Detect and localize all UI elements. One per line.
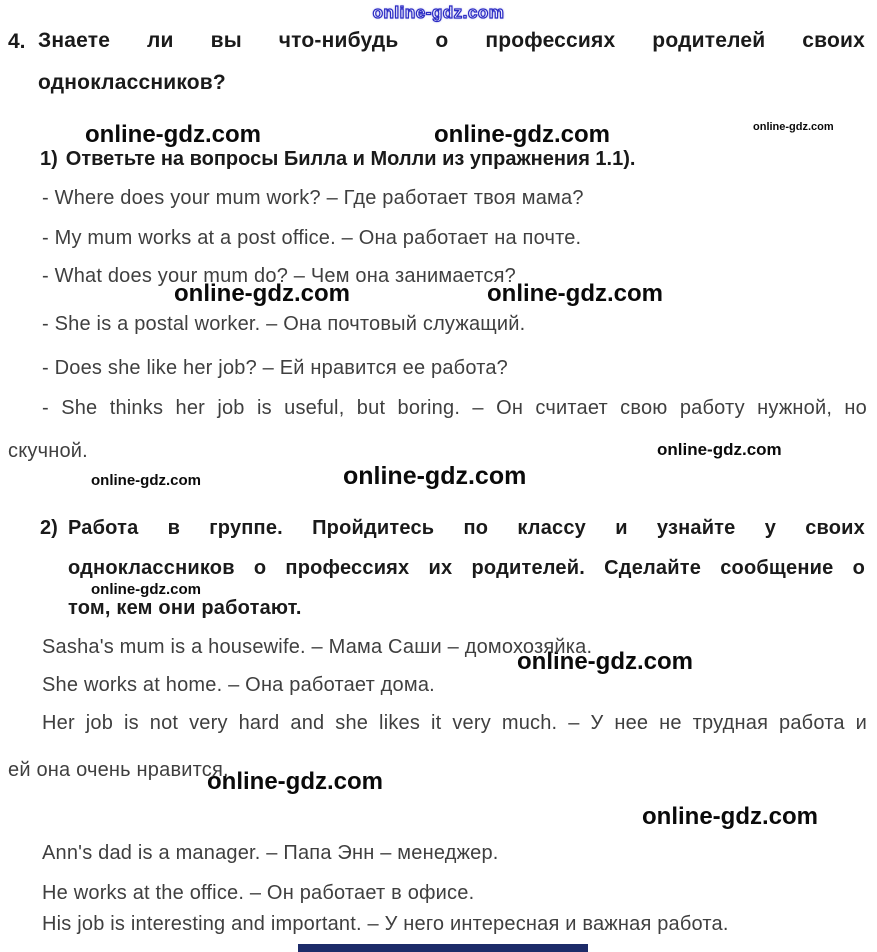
watermark: online-gdz.com bbox=[517, 648, 693, 675]
watermark: online-gdz.com bbox=[91, 472, 201, 489]
answer-line: ей она очень нравится. bbox=[8, 759, 229, 781]
exercise-title-line: одноклассников? bbox=[38, 71, 226, 94]
part1-label: 1) bbox=[40, 148, 58, 170]
watermark: online-gdz.com bbox=[642, 803, 818, 830]
answer-line: - She thinks her job is useful, but boring. – Он считает свою работу нужной, но bbox=[42, 397, 867, 419]
watermark: online-gdz.com bbox=[207, 768, 383, 795]
answer-line: Sasha's mum is a housewife. – Мама Саши – домохозяйка. bbox=[42, 636, 593, 658]
answer-line: - What does your mum do? – Чем она занимается? bbox=[42, 265, 516, 287]
watermark: online-gdz.com bbox=[487, 280, 663, 307]
part2-label: 2) bbox=[40, 517, 58, 539]
watermark: online-gdz.com bbox=[753, 121, 834, 133]
answer-line: скучной. bbox=[8, 440, 88, 462]
answer-line: - She is a postal worker. – Она почтовый служащий. bbox=[42, 313, 526, 335]
answer-line: - Where does your mum work? – Где работает твоя мама? bbox=[42, 187, 584, 209]
watermark: online-gdz.com bbox=[434, 121, 610, 148]
watermark: online-gdz.com bbox=[85, 121, 261, 148]
part2-heading-line: одноклассников о профессиях их родителей. Сделайте сообщение о bbox=[68, 557, 865, 579]
cut-off-watermark-bar bbox=[298, 944, 588, 952]
watermark: online-gdz.com bbox=[174, 280, 350, 307]
answer-line: She works at home. – Она работает дома. bbox=[42, 674, 435, 696]
part1-heading-text: Ответьте на вопросы Билла и Молли из упражнения 1.1). bbox=[65, 148, 636, 170]
watermark-blue: online-gdz.com bbox=[372, 3, 505, 22]
answer-line: - Does she like her job? – Ей нравится ее работа? bbox=[42, 357, 508, 379]
exercise-number: 4. bbox=[8, 30, 26, 53]
exercise-title-line: Знаете ли вы что-нибудь о профессиях родителей своих bbox=[38, 29, 865, 52]
watermark: online-gdz.com bbox=[91, 581, 201, 598]
watermark: online-gdz.com bbox=[657, 440, 782, 459]
part2-heading-line: Работа в группе. Пройдитесь по классу и узнайте у своих bbox=[68, 517, 865, 539]
answer-line: Her job is not very hard and she likes it very much. – У нее не трудная работа и bbox=[42, 712, 867, 734]
part2-heading-line: том, кем они работают. bbox=[68, 597, 302, 619]
part1-heading bbox=[40, 148, 635, 171]
answer-line: - My mum works at a post office. – Она работает на почте. bbox=[42, 227, 582, 249]
watermark: online-gdz.com bbox=[343, 462, 527, 490]
answer-line: His job is interesting and important. – У него интересная и важная работа. bbox=[42, 913, 729, 935]
answer-line: Ann's dad is a manager. – Папа Энн – менеджер. bbox=[42, 842, 499, 864]
answer-line: He works at the office. – Он работает в офисе. bbox=[42, 882, 475, 904]
